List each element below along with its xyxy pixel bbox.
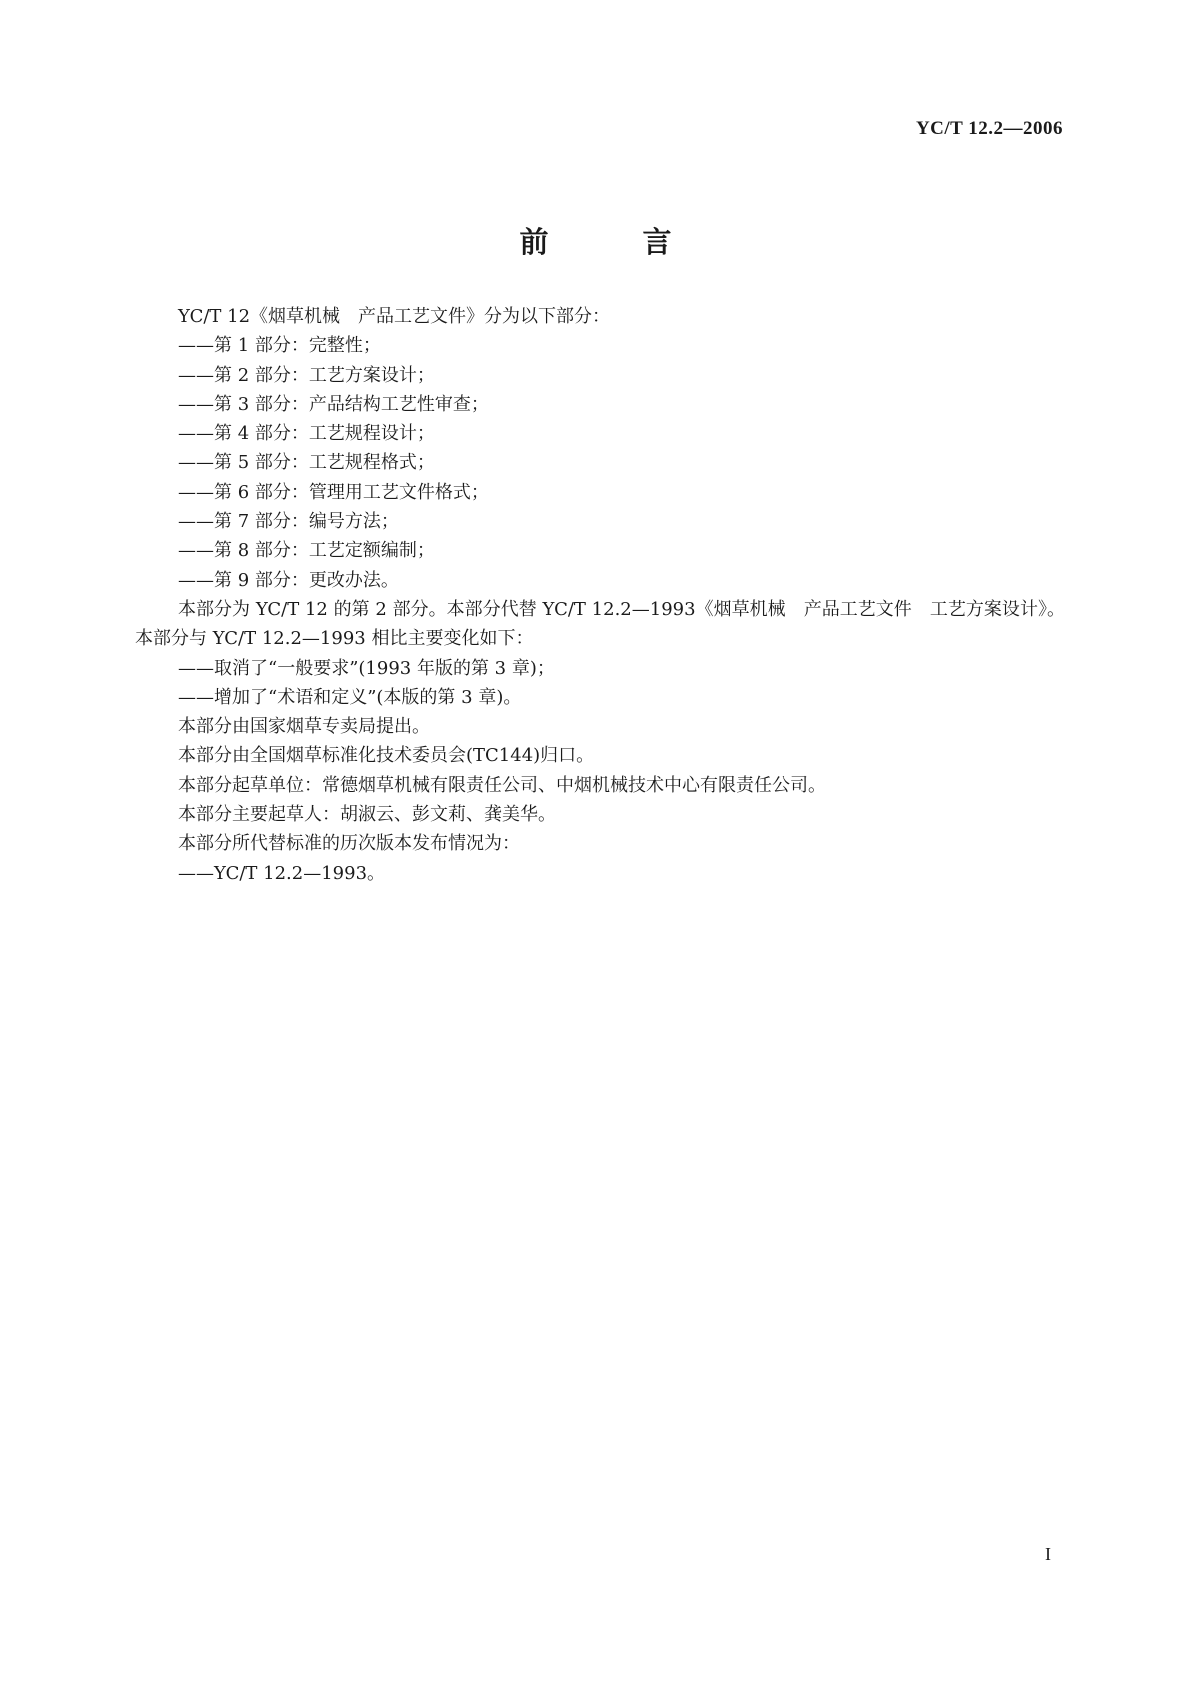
- page-number: I: [1045, 1544, 1051, 1564]
- list-item-part-7: ——第 7 部分：编号方法；: [178, 511, 399, 533]
- list-item-part-9: ——第 9 部分：更改办法。: [178, 569, 399, 591]
- list-item-part-6: ——第 6 部分：管理用工艺文件格式；: [178, 481, 489, 503]
- replacement-paragraph: 本部分为 YC/T 12 的第 2 部分。本部分代替 YC/T 12.2—1993《烟草机械 产品工艺文件 工艺方案设计》。本部分与 YC/T 12.2—1993 相比主要变化如下：: [135, 598, 1065, 650]
- drafters-paragraph: 本部分主要起草人：胡淑云、彭文莉、龚美华。: [178, 804, 556, 826]
- drafting-units-paragraph: 本部分起草单位：常德烟草机械有限责任公司、中烟机械技术中心有限责任公司。: [178, 774, 826, 796]
- list-item-change-1: ——取消了“一般要求”(1993 年版的第 3 章)；: [178, 657, 555, 679]
- list-item-part-1: ——第 1 部分：完整性；: [178, 335, 381, 357]
- list-item-part-8: ——第 8 部分：工艺定额编制；: [178, 540, 435, 562]
- list-item-part-5: ——第 5 部分：工艺规程格式；: [178, 452, 435, 474]
- list-item-change-2: ——增加了“术语和定义”(本版的第 3 章)。: [178, 686, 522, 708]
- list-item-part-3: ——第 3 部分：产品结构工艺性审查；: [178, 393, 489, 415]
- list-item-part-2: ——第 2 部分：工艺方案设计；: [178, 364, 435, 386]
- centralized-by-paragraph: 本部分由全国烟草标准化技术委员会(TC144)归口。: [178, 745, 595, 767]
- proposed-by-paragraph: 本部分由国家烟草专卖局提出。: [178, 716, 430, 738]
- standard-number: YC/T 12.2—2006: [915, 118, 1063, 139]
- intro-paragraph: YC/T 12《烟草机械 产品工艺文件》分为以下部分：: [178, 306, 611, 327]
- history-intro-paragraph: 本部分所代替标准的历次版本发布情况为：: [178, 833, 520, 855]
- list-item-part-4: ——第 4 部分：工艺规程设计；: [178, 423, 435, 445]
- list-item-history-1: ——YC/T 12.2—1993。: [178, 862, 386, 884]
- foreword-body: [135, 302, 1065, 888]
- page-title: 前 言: [519, 225, 714, 259]
